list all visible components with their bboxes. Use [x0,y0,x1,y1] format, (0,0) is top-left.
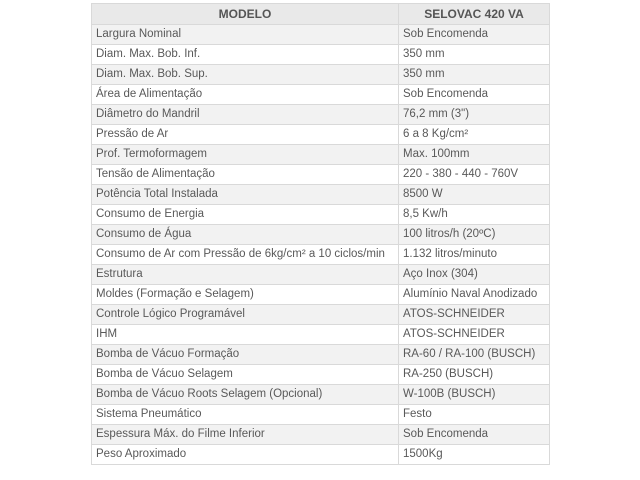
spec-label: Diam. Max. Bob. Inf. [92,45,399,65]
spec-value: 8500 W [399,185,550,205]
spec-table-header [92,4,550,25]
spec-label: Moldes (Formação e Selagem) [92,285,399,305]
spec-value: 220 - 380 - 440 - 760V [399,165,550,185]
spec-label: Consumo de Energia [92,205,399,225]
spec-table-body [92,25,550,465]
spec-value: 8,5 Kw/h [399,205,550,225]
spec-value: 350 mm [399,45,550,65]
spec-label: Potência Total Instalada [92,185,399,205]
table-row [92,65,550,85]
spec-label: Estrutura [92,265,399,285]
spec-value: Sob Encomenda [399,425,550,445]
table-row [92,205,550,225]
spec-label: Largura Nominal [92,25,399,45]
spec-value: 1500Kg [399,445,550,465]
spec-value: Sob Encomenda [399,85,550,105]
table-row [92,445,550,465]
spec-label: Prof. Termoformagem [92,145,399,165]
spec-label: Sistema Pneumático [92,405,399,425]
table-row [92,425,550,445]
spec-value: ATOS-SCHNEIDER [399,305,550,325]
table-row [92,25,550,45]
table-row [92,265,550,285]
table-row [92,85,550,105]
header-model-name: SELOVAC 420 VA [399,4,550,25]
table-row [92,325,550,345]
spec-value: Alumínio Naval Anodizado [399,285,550,305]
header-row [92,4,550,25]
spec-value: ATOS-SCHNEIDER [399,325,550,345]
table-row [92,45,550,65]
spec-value: 1.132 litros/minuto [399,245,550,265]
spec-value: Sob Encomenda [399,25,550,45]
spec-label: Bomba de Vácuo Selagem [92,365,399,385]
spec-label: Tensão de Alimentação [92,165,399,185]
spec-value: 6 a 8 Kg/cm² [399,125,550,145]
spec-label: Controle Lógico Programável [92,305,399,325]
spec-value: W-100B (BUSCH) [399,385,550,405]
spec-label: Área de Alimentação [92,85,399,105]
table-row [92,365,550,385]
header-modelo: MODELO [92,4,399,25]
spec-label: Peso Aproximado [92,445,399,465]
spec-table [91,3,550,465]
spec-label: Consumo de Ar com Pressão de 6kg/cm² a 10 ciclos/min [92,245,399,265]
spec-label: IHM [92,325,399,345]
spec-value: Aço Inox (304) [399,265,550,285]
table-row [92,285,550,305]
spec-label: Bomba de Vácuo Roots Selagem (Opcional) [92,385,399,405]
spec-label: Diâmetro do Mandril [92,105,399,125]
table-row [92,185,550,205]
spec-value: RA-250 (BUSCH) [399,365,550,385]
spec-value: Max. 100mm [399,145,550,165]
spec-label: Consumo de Água [92,225,399,245]
spec-value: 350 mm [399,65,550,85]
table-row [92,305,550,325]
spec-value: 100 litros/h (20ºC) [399,225,550,245]
table-row [92,245,550,265]
table-row [92,145,550,165]
table-row [92,405,550,425]
table-row [92,125,550,145]
spec-value: 76,2 mm (3") [399,105,550,125]
spec-label: Pressão de Ar [92,125,399,145]
spec-label: Espessura Máx. do Filme Inferior [92,425,399,445]
spec-label: Bomba de Vácuo Formação [92,345,399,365]
table-row [92,385,550,405]
table-row [92,345,550,365]
table-row [92,225,550,245]
spec-value: Festo [399,405,550,425]
spec-value: RA-60 / RA-100 (BUSCH) [399,345,550,365]
spec-label: Diam. Max. Bob. Sup. [92,65,399,85]
table-row [92,165,550,185]
table-row [92,105,550,125]
